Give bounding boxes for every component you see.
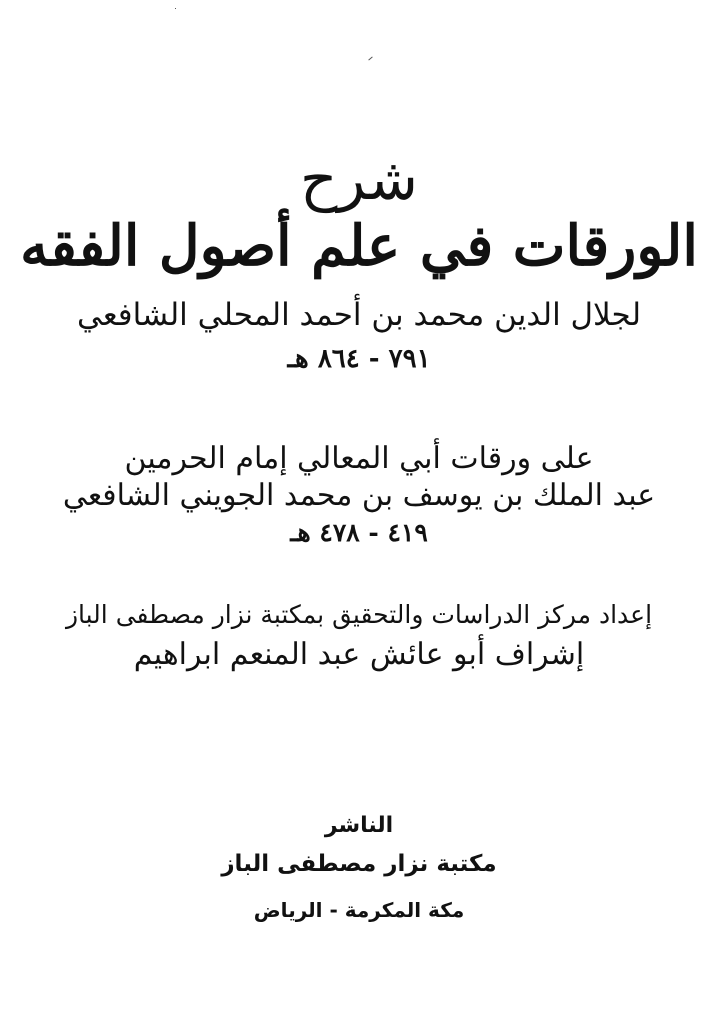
title-prefix: شرح xyxy=(299,145,419,213)
scan-mark xyxy=(368,57,372,61)
publisher-location: مكة المكرمة - الرياض xyxy=(253,898,465,922)
author-line: لجلال الدين محمد بن أحمد المحلي الشافعي xyxy=(76,297,642,333)
original-author-dates: ٤١٩ - ٤٧٨ هـ xyxy=(290,518,428,547)
commentary-on-line: على ورقات أبي المعالي إمام الحرمين xyxy=(124,441,594,476)
book-title: الورقات في علم أصول الفقه xyxy=(20,213,698,279)
publisher-name: مكتبة نزار مصطفى الباز xyxy=(221,851,497,877)
preparation-credit: إعداد مركز الدراسات والتحقيق بمكتبة نزار مصطفى الباز xyxy=(65,600,653,629)
author-dates: ٧٩١ - ٨٦٤ هـ xyxy=(287,344,431,374)
original-author-line: عبد الملك بن يوسف بن محمد الجويني الشافعي xyxy=(62,478,656,513)
supervision-credit: إشراف أبو عائش عبد المنعم ابراهيم xyxy=(133,637,585,672)
scan-mark xyxy=(175,8,176,9)
publisher-label: الناشر xyxy=(324,813,394,838)
